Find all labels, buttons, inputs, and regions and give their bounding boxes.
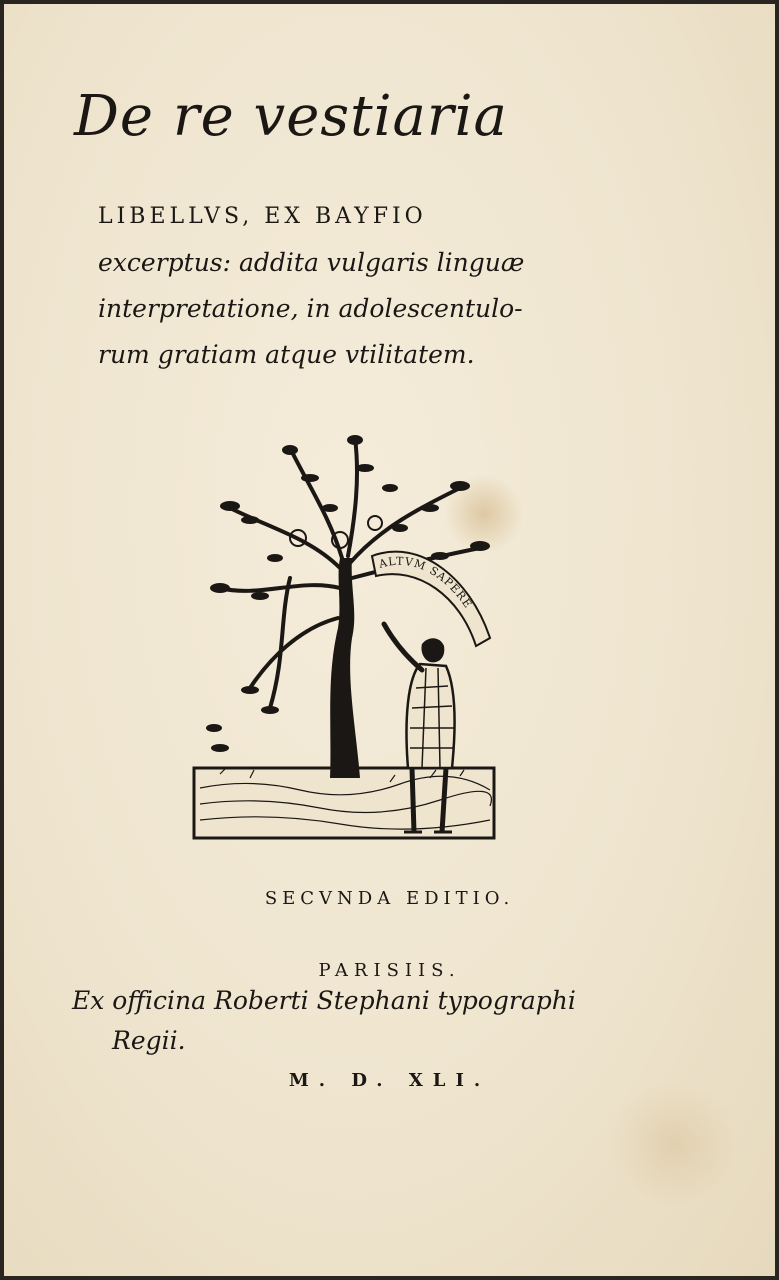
- imprint-city: PARISIIS.: [318, 960, 461, 981]
- printers-device-woodcut: [190, 428, 500, 844]
- tree-trunk: [330, 558, 360, 778]
- imprint-printer-continued: Regii.: [112, 1026, 186, 1055]
- subtitle-line: LIBELLVS, EX BAYFIO: [98, 204, 427, 229]
- book-title: De re vestiaria: [74, 84, 508, 149]
- title-page: [4, 4, 775, 1276]
- subtitle-line: excerptus: addita vulgaris linguæ: [98, 248, 525, 277]
- foxing-stain: [604, 1084, 744, 1204]
- subtitle-line: interpretatione, in adolescentulo-: [98, 294, 523, 323]
- woodcut-ground: [194, 768, 494, 838]
- edition-statement: SECVNDA EDITIO.: [264, 888, 515, 909]
- publication-year: M. D. XLI.: [288, 1070, 491, 1091]
- imprint-printer: Ex officina Roberti Stephani typographi: [72, 986, 576, 1015]
- motto-text-path: ALTVM SAPERE: [377, 554, 475, 612]
- subtitle-line: rum gratiam atque vtilitatem.: [98, 340, 475, 369]
